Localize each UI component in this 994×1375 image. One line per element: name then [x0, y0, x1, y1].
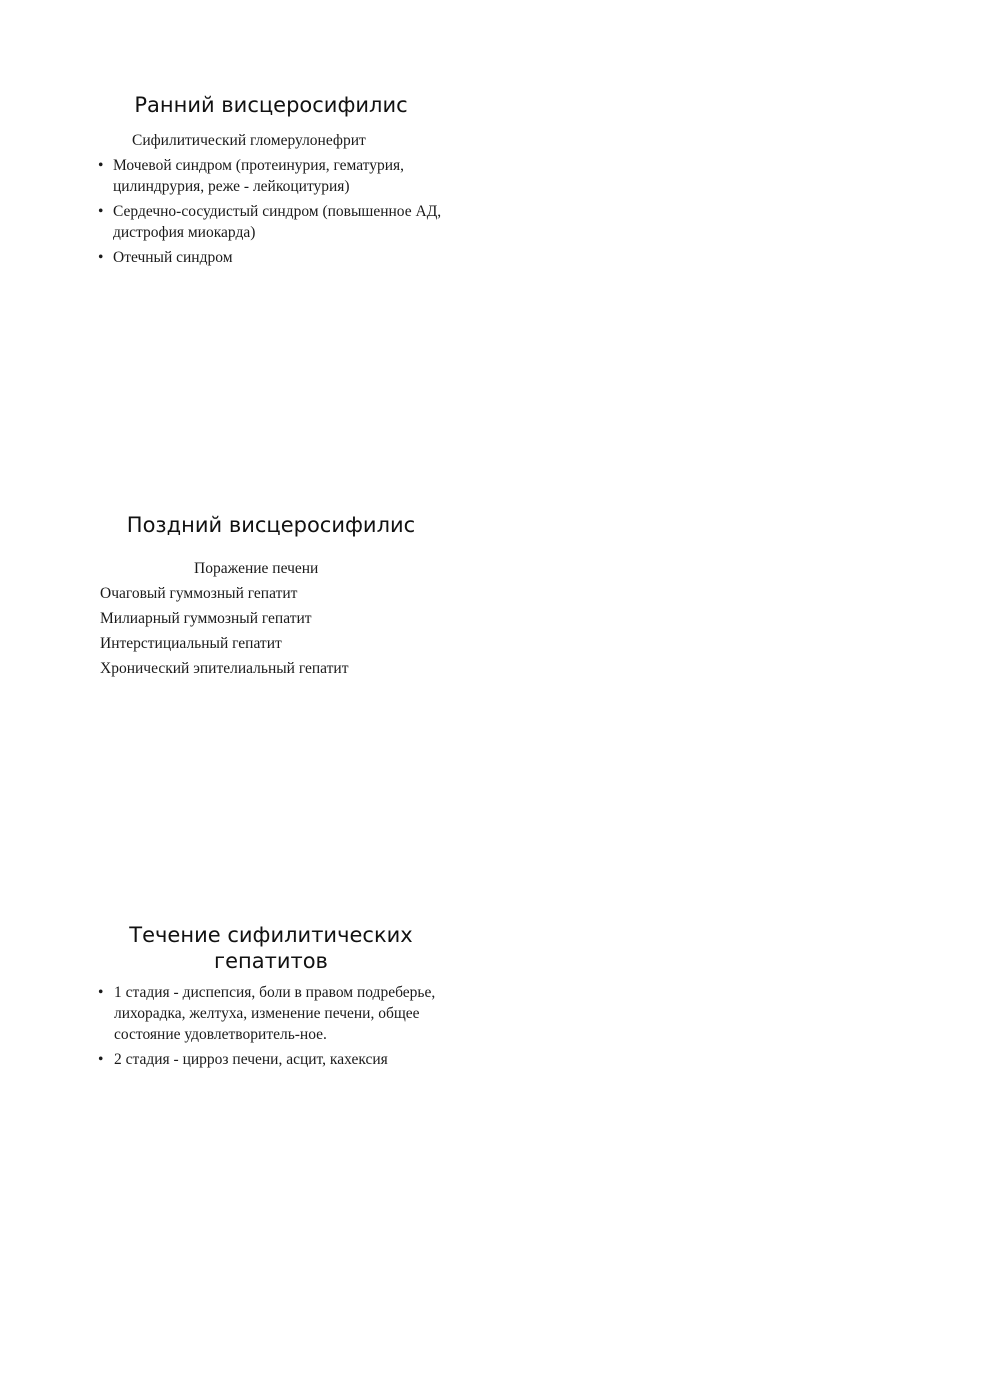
- slide-early-visceral-syphilis: [96, 92, 446, 272]
- list-item: [96, 201, 446, 243]
- slide-title-line: Течение сифилитических: [129, 923, 413, 947]
- list-item-text: Мочевой синдром (протеинурия, гематурия, цилиндрурия, реже - лейкоцитурия): [113, 157, 405, 195]
- bullet-icon: •: [98, 984, 104, 1001]
- list-item-text: Сердечно-сосудистый синдром (повышенное АД, дистрофия миокарда): [113, 203, 442, 241]
- slide-subtitle: Поражение печени: [194, 560, 319, 577]
- list-item: Хронический эпителиальный гепатит: [100, 660, 349, 677]
- bullet-icon: •: [98, 203, 104, 220]
- list-item-text: 2 стадия - цирроз печени, асцит, кахексия: [114, 1051, 388, 1068]
- bullet-icon: •: [98, 157, 104, 174]
- list-item: [96, 155, 446, 197]
- list-item: [96, 982, 446, 1045]
- list-item: Интерстициальный гепатит: [100, 635, 282, 652]
- slide-hepatitis-course: [96, 922, 446, 1074]
- slide-late-visceral-syphilis: [96, 512, 446, 683]
- list-item: [96, 247, 446, 268]
- list-item: Очаговый гуммозный гепатит: [100, 585, 298, 602]
- bullet-list: [96, 155, 446, 268]
- item-list: [100, 583, 446, 679]
- slide-title-line: гепатитов: [214, 949, 328, 973]
- bullet-icon: •: [98, 249, 104, 266]
- slide-title: Ранний висцеросифилис: [134, 93, 408, 117]
- slide-subtitle: Сифилитический гломерулонефрит: [132, 132, 366, 149]
- bullet-list: [96, 982, 446, 1070]
- list-item: [96, 1049, 446, 1070]
- list-item-text: 1 стадия - диспепсия, боли в правом подреберье, лихорадка, желтуха, изменение печени, общее состояние удовлетворитель-ное.: [114, 984, 436, 1043]
- list-item-text: Отечный синдром: [113, 249, 233, 266]
- bullet-icon: •: [98, 1051, 104, 1068]
- slide-title: Поздний висцеросифилис: [126, 513, 416, 537]
- slide-title: [96, 922, 446, 974]
- list-item: Милиарный гуммозный гепатит: [100, 610, 312, 627]
